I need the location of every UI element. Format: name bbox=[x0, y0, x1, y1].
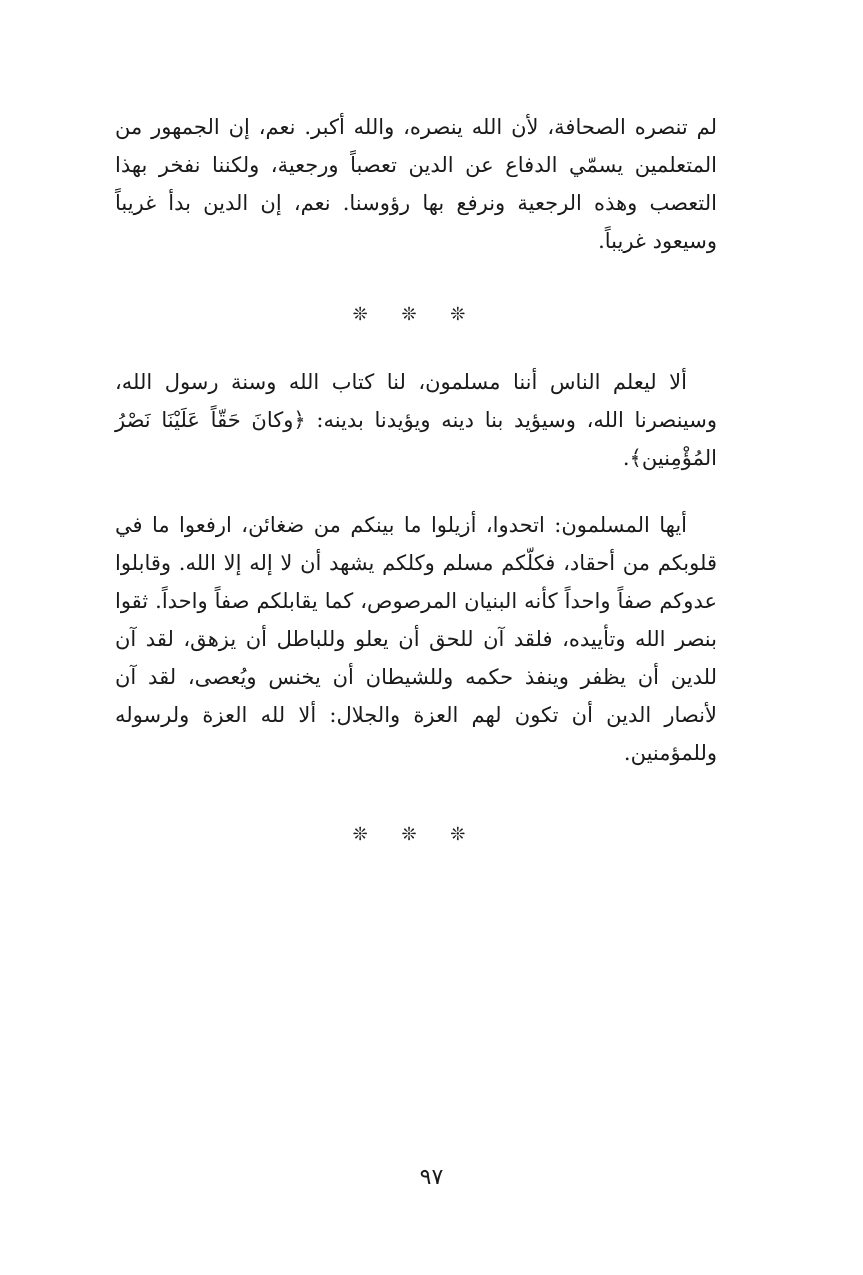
section-separator-1: ❊ ❊ ❊ bbox=[352, 304, 480, 325]
paragraph-1: لم تنصره الصحافة، لأن الله ينصره، والله أكبر. نعم، إن الجمهور من المتعلمين يسمّي الدفاع عن الدين تعصباً ورجعية، ولكننا نفخر بهذا التعصب وهذه الرجعية ونرفع بها رؤوسنا. نعم، إن الدين بدأ غريباً وسيعود غريباً. bbox=[115, 115, 717, 253]
paragraph-2: ألا ليعلم الناس أننا مسلمون، لنا كتاب الله وسنة رسول الله، وسينصرنا الله، وسيؤيد بنا دينه ويؤيدنا بدينه: ﴿وكانَ حَقّاً عَلَيْنَا نَصْرُ المُؤْمِنين﴾. bbox=[115, 370, 717, 470]
page-body bbox=[115, 108, 717, 1108]
paragraph-3: أيها المسلمون: اتحدوا، أزيلوا ما بينكم من ضغائن، ارفعوا ما في قلوبكم من أحقاد، فكلّكم مسلم وكلكم يشهد أن لا إله إلا الله. وقابلوا عدوكم صفاً واحداً كأنه البنيان المرصوص، كما يقابلكم صفاً واحداً. ثقوا بنصر الله وتأييده، فلقد آن للحق أن يعلو وللباطل أن يزهق، لقد آن للدين أن يظفر وينفذ حكمه وللشيطان أن يخنس ويُعصى، لقد آن لأنصار الدين أن تكون لهم العزة والجلال: ألا لله العزة ولرسوله وللمؤمنين. bbox=[115, 513, 717, 765]
section-separator-2: ❊ ❊ ❊ bbox=[352, 824, 480, 845]
page-number: ٩٧ bbox=[419, 1165, 444, 1190]
